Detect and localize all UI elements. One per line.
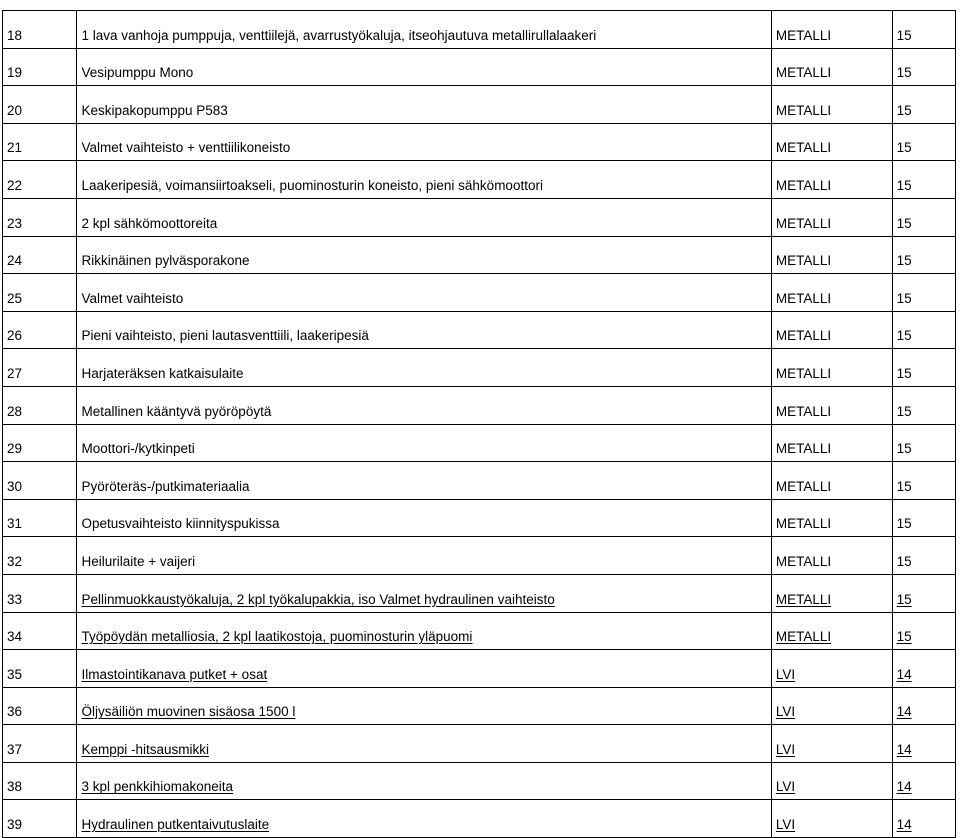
category-code-text: 14 [896, 666, 912, 682]
table-row [3, 612, 956, 650]
material-category-text: METALLI [775, 328, 832, 344]
row-number-cell [3, 86, 77, 124]
row-number-cell [3, 537, 77, 575]
item-description-cell [77, 198, 771, 236]
category-code-text: 15 [896, 516, 912, 532]
category-code-text: 15 [896, 253, 912, 269]
row-number-cell [3, 274, 77, 312]
row-number-cell [3, 311, 77, 349]
item-description-cell [77, 349, 771, 387]
material-category-text: METALLI [775, 478, 832, 494]
material-category-cell [771, 687, 892, 725]
row-number-cell [3, 462, 77, 500]
material-category-text: METALLI [775, 65, 832, 81]
item-description-cell [77, 537, 771, 575]
item-description-text: Kemppi -hitsausmikki [81, 741, 210, 757]
table-row [3, 311, 956, 349]
material-category-text: LVI [775, 741, 796, 757]
item-description-cell [77, 687, 771, 725]
category-code-text: 15 [896, 177, 912, 193]
item-description-cell [77, 424, 771, 462]
row-number-text: 21 [7, 140, 23, 156]
table-row [3, 537, 956, 575]
material-category-text: LVI [775, 704, 796, 720]
material-category-cell [771, 462, 892, 500]
material-category-text: METALLI [775, 177, 832, 193]
table-row [3, 198, 956, 236]
category-code-text: 15 [896, 27, 912, 43]
material-category-text: METALLI [775, 215, 832, 231]
row-number-cell [3, 11, 77, 49]
item-description-text: Harjateräksen katkaisulaite [81, 365, 244, 381]
item-description-text: Työpöydän metalliosia, 2 kpl laatikostoja, puominosturin yläpuomi [81, 629, 473, 645]
table-row [3, 236, 956, 274]
row-number-text: 19 [7, 65, 23, 81]
row-number-cell [3, 123, 77, 161]
row-number-text: 22 [7, 177, 23, 193]
row-number-cell [3, 762, 77, 800]
row-number-text: 39 [7, 817, 23, 833]
inventory-table-body [3, 11, 956, 838]
material-category-text: METALLI [775, 27, 832, 43]
item-description-cell [77, 236, 771, 274]
item-description-cell [77, 574, 771, 612]
category-code-cell [892, 161, 955, 199]
item-description-cell [77, 762, 771, 800]
row-number-cell [3, 236, 77, 274]
category-code-cell [892, 236, 955, 274]
item-description-text: Valmet vaihteisto [81, 290, 184, 306]
item-description-text: Vesipumppu Mono [81, 65, 194, 81]
category-code-cell [892, 198, 955, 236]
row-number-cell [3, 725, 77, 763]
material-category-text: METALLI [775, 591, 832, 607]
category-code-cell [892, 123, 955, 161]
category-code-text: 15 [896, 140, 912, 156]
row-number-cell [3, 349, 77, 387]
item-description-cell [77, 11, 771, 49]
material-category-text: METALLI [775, 441, 832, 457]
row-number-cell [3, 650, 77, 688]
category-code-text: 15 [896, 102, 912, 118]
material-category-text: METALLI [775, 629, 832, 645]
item-description-cell [77, 612, 771, 650]
item-description-cell [77, 274, 771, 312]
material-category-cell [771, 574, 892, 612]
category-code-text: 14 [896, 741, 912, 757]
category-code-cell [892, 762, 955, 800]
item-description-text: Pieni vaihteisto, pieni lautasventtiili, laakeripesiä [81, 328, 369, 344]
item-description-text: Heilurilaite + vaijeri [81, 553, 196, 569]
table-row [3, 48, 956, 86]
material-category-cell [771, 198, 892, 236]
item-description-cell [77, 499, 771, 537]
category-code-cell [892, 274, 955, 312]
item-description-cell [77, 311, 771, 349]
row-number-text: 24 [7, 253, 23, 269]
item-description-cell [77, 86, 771, 124]
material-category-cell [771, 800, 892, 838]
material-category-cell [771, 499, 892, 537]
row-number-text: 36 [7, 704, 23, 720]
material-category-text: METALLI [775, 140, 832, 156]
category-code-text: 14 [896, 704, 912, 720]
row-number-text: 18 [7, 27, 23, 43]
inventory-table [2, 10, 956, 838]
row-number-text: 28 [7, 403, 23, 419]
table-row [3, 650, 956, 688]
item-description-cell [77, 123, 771, 161]
item-description-cell [77, 386, 771, 424]
category-code-cell [892, 86, 955, 124]
item-description-cell [77, 48, 771, 86]
category-code-text: 15 [896, 403, 912, 419]
item-description-text: Rikkinäinen pylväsporakone [81, 253, 250, 269]
table-row [3, 762, 956, 800]
item-description-text: Metallinen kääntyvä pyöröpöytä [81, 403, 272, 419]
row-number-text: 26 [7, 328, 23, 344]
table-row [3, 424, 956, 462]
table-row [3, 462, 956, 500]
category-code-cell [892, 462, 955, 500]
material-category-cell [771, 349, 892, 387]
material-category-cell [771, 537, 892, 575]
row-number-text: 25 [7, 290, 23, 306]
table-row [3, 725, 956, 763]
category-code-text: 15 [896, 65, 912, 81]
item-description-cell [77, 650, 771, 688]
row-number-text: 23 [7, 215, 23, 231]
category-code-text: 15 [896, 629, 912, 645]
category-code-cell [892, 800, 955, 838]
material-category-cell [771, 762, 892, 800]
table-row [3, 161, 956, 199]
table-row [3, 687, 956, 725]
material-category-cell [771, 11, 892, 49]
item-description-text: Opetusvaihteisto kiinnityspukissa [81, 516, 280, 532]
row-number-cell [3, 424, 77, 462]
material-category-text: METALLI [775, 403, 832, 419]
category-code-text: 15 [896, 441, 912, 457]
row-number-text: 35 [7, 666, 23, 682]
table-row [3, 11, 956, 49]
material-category-text: METALLI [775, 365, 832, 381]
category-code-text: 15 [896, 365, 912, 381]
category-code-cell [892, 424, 955, 462]
row-number-text: 30 [7, 478, 23, 494]
category-code-cell [892, 612, 955, 650]
row-number-text: 33 [7, 591, 23, 607]
item-description-text: Keskipakopumppu P583 [81, 102, 228, 118]
category-code-cell [892, 687, 955, 725]
category-code-text: 15 [896, 553, 912, 569]
row-number-text: 34 [7, 629, 23, 645]
material-category-cell [771, 161, 892, 199]
table-row [3, 800, 956, 838]
category-code-cell [892, 650, 955, 688]
material-category-cell [771, 236, 892, 274]
row-number-text: 29 [7, 441, 23, 457]
row-number-cell [3, 198, 77, 236]
item-description-text: Pellinmuokkaustyökaluja, 2 kpl työkalupakkia, iso Valmet hydraulinen vaihteisto [81, 591, 555, 607]
item-description-text: 3 kpl penkkihiomakoneita [81, 779, 234, 795]
item-description-text: Pyöröteräs-/putkimateriaalia [81, 478, 250, 494]
row-number-cell [3, 386, 77, 424]
row-number-cell [3, 161, 77, 199]
material-category-cell [771, 274, 892, 312]
item-description-cell [77, 161, 771, 199]
item-description-text: Valmet vaihteisto + venttiilikoneisto [81, 140, 291, 156]
category-code-cell [892, 574, 955, 612]
row-number-cell [3, 574, 77, 612]
material-category-cell [771, 612, 892, 650]
row-number-cell [3, 612, 77, 650]
item-description-text: 2 kpl sähkömoottoreita [81, 215, 218, 231]
table-row [3, 574, 956, 612]
table-row [3, 274, 956, 312]
item-description-cell [77, 462, 771, 500]
item-description-cell [77, 725, 771, 763]
material-category-text: METALLI [775, 253, 832, 269]
category-code-text: 15 [896, 215, 912, 231]
row-number-cell [3, 687, 77, 725]
item-description-text: 1 lava vanhoja pumppuja, venttiilejä, avarrustyökaluja, itseohjautuva metallirullalaakeri [81, 27, 597, 43]
row-number-cell [3, 499, 77, 537]
item-description-text: Öljysäiliön muovinen sisäosa 1500 l [81, 704, 296, 720]
category-code-cell [892, 349, 955, 387]
table-row [3, 86, 956, 124]
material-category-text: METALLI [775, 290, 832, 306]
category-code-text: 14 [896, 817, 912, 833]
material-category-cell [771, 650, 892, 688]
category-code-text: 15 [896, 290, 912, 306]
material-category-text: LVI [775, 779, 796, 795]
row-number-cell [3, 800, 77, 838]
material-category-text: LVI [775, 817, 796, 833]
material-category-text: METALLI [775, 553, 832, 569]
row-number-cell [3, 48, 77, 86]
category-code-cell [892, 537, 955, 575]
table-row [3, 499, 956, 537]
row-number-text: 20 [7, 102, 23, 118]
row-number-text: 31 [7, 516, 23, 532]
material-category-cell [771, 123, 892, 161]
material-category-cell [771, 725, 892, 763]
row-number-text: 37 [7, 741, 23, 757]
material-category-text: LVI [775, 666, 796, 682]
material-category-text: METALLI [775, 516, 832, 532]
row-number-text: 27 [7, 365, 23, 381]
material-category-cell [771, 48, 892, 86]
item-description-text: Hydraulinen putkentaivutuslaite [81, 817, 270, 833]
category-code-cell [892, 48, 955, 86]
material-category-cell [771, 386, 892, 424]
material-category-cell [771, 424, 892, 462]
category-code-text: 15 [896, 328, 912, 344]
category-code-cell [892, 725, 955, 763]
category-code-cell [892, 386, 955, 424]
item-description-text: Moottori-/kytkinpeti [81, 441, 195, 457]
item-description-text: Ilmastointikanava putket + osat [81, 666, 268, 682]
category-code-text: 15 [896, 591, 912, 607]
category-code-text: 15 [896, 478, 912, 494]
category-code-cell [892, 11, 955, 49]
table-row [3, 386, 956, 424]
table-row [3, 123, 956, 161]
category-code-cell [892, 499, 955, 537]
item-description-cell [77, 800, 771, 838]
table-row [3, 349, 956, 387]
category-code-text: 14 [896, 779, 912, 795]
item-description-text: Laakeripesiä, voimansiirtoakseli, puominosturin koneisto, pieni sähkömoottori [81, 177, 543, 193]
row-number-text: 38 [7, 779, 23, 795]
material-category-text: METALLI [775, 102, 832, 118]
material-category-cell [771, 86, 892, 124]
row-number-text: 32 [7, 553, 23, 569]
material-category-cell [771, 311, 892, 349]
category-code-cell [892, 311, 955, 349]
